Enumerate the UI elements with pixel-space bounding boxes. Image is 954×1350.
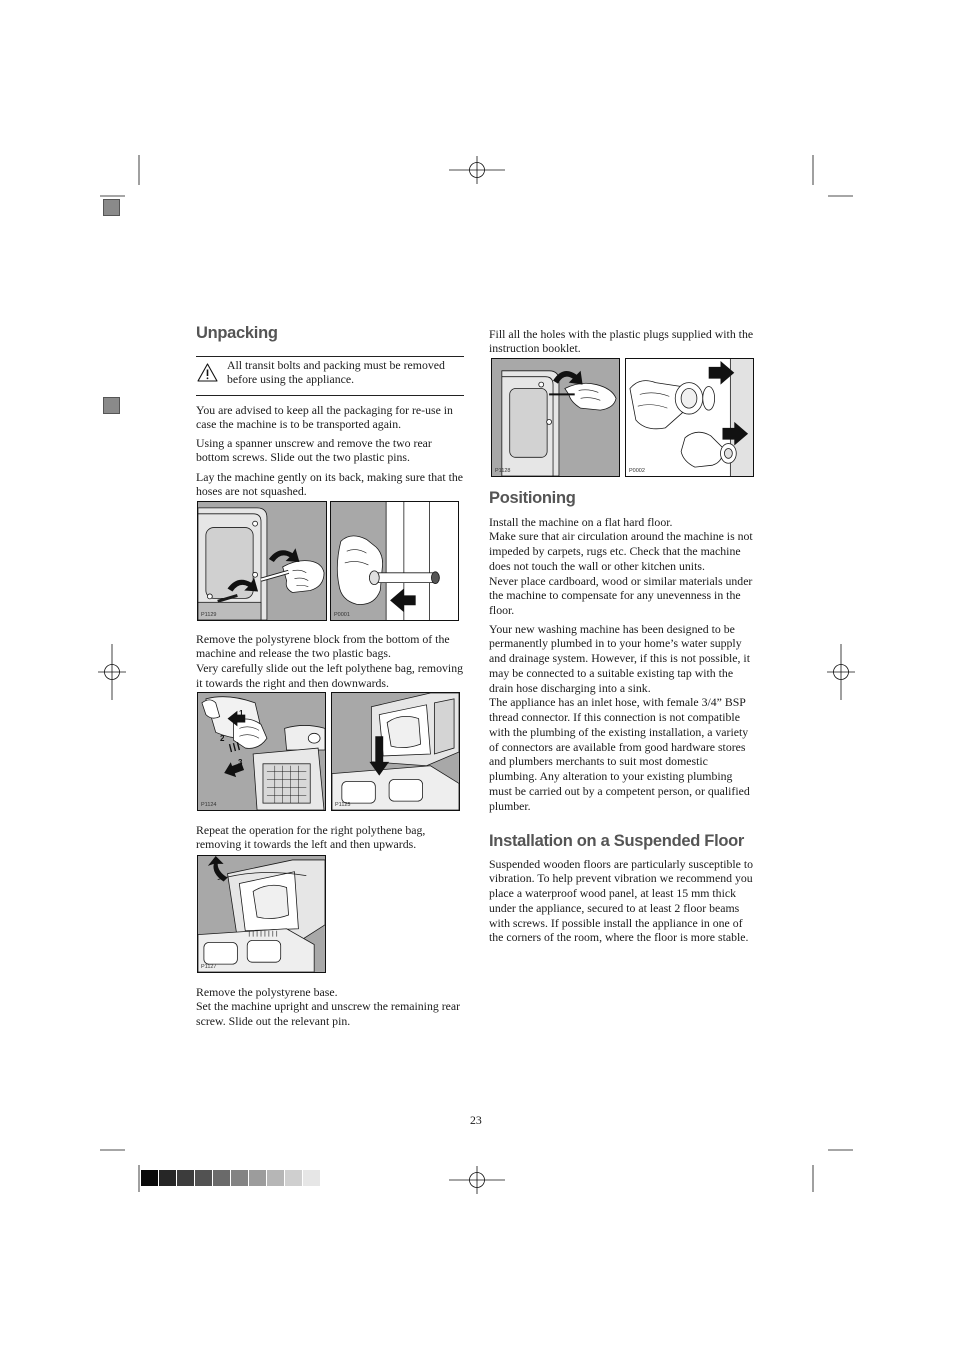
text-line: floor. — [489, 603, 515, 618]
warning-text — [227, 358, 445, 388]
color-bar-swatch — [303, 1170, 320, 1186]
text-line: screw. Slide out the relevant pin. — [196, 1014, 351, 1029]
text-line: with screws. If possible install the appliance in one of — [489, 915, 743, 930]
text-line: Your new washing machine has been designed to be — [489, 621, 735, 636]
paragraph-remove-rear-screws — [196, 436, 432, 466]
text-line: removing it towards the left and then upwards. — [196, 837, 417, 852]
paragraph-remove-polystyrene-block — [196, 632, 463, 691]
figure-remove-left-bag — [197, 692, 326, 811]
figure-code: P1128 — [495, 468, 511, 474]
paragraph-keep-packaging — [196, 403, 453, 433]
figure-code: P1124 — [201, 802, 217, 808]
insert-plugs-illustration — [626, 359, 753, 476]
text-line: Using a spanner unscrew and remove the two rear — [196, 435, 432, 450]
text-line: the machine to compensate for any unevenness in the — [489, 588, 741, 603]
text-line: bottom screws. Slide out the two plastic pins. — [196, 450, 410, 465]
text-line: plumbing. Any alteration to your existing plumbing — [489, 769, 733, 784]
text-line: hoses are not squashed. — [196, 484, 307, 499]
crop-mark-top-left — [100, 155, 139, 196]
text-line: Suspended wooden floors are particularly susceptible to — [489, 856, 754, 871]
registration-mark-bottom — [449, 1166, 505, 1194]
text-line: The appliance has an inlet hose, with female 3/4” BSP — [489, 695, 746, 710]
text-line: does not touch the wall or other kitchen units. — [489, 558, 705, 573]
paragraph-remove-polystyrene-base — [196, 985, 460, 1029]
text-line: and plumbers merchants to suit most domestic — [489, 754, 708, 769]
step-number-3: 3 — [238, 758, 243, 767]
figure-code: P1125 — [335, 802, 351, 808]
figure-slide-bag-down — [331, 692, 460, 811]
paragraph-flat-floor — [489, 515, 753, 618]
slide-bag-down-illustration — [332, 693, 459, 810]
text-line: of connectors are available from good hardware stores — [489, 739, 746, 754]
crop-mark-top-right — [813, 155, 853, 196]
figure-code: P1129 — [201, 612, 217, 618]
slide-out-pin-illustration — [331, 502, 458, 620]
figure-fill-holes-screwdriver — [491, 358, 620, 477]
step-number-2: 2 — [220, 734, 225, 743]
color-bar-swatch — [213, 1170, 230, 1186]
color-bar-swatch — [267, 1170, 284, 1186]
figure-remove-right-bag — [197, 855, 326, 973]
text-line: Very carefully slide out the left polythene bag, removing — [196, 661, 463, 676]
heading-unpacking: Unpacking — [196, 324, 278, 342]
page-number: 23 — [470, 1112, 482, 1127]
warning-triangle-icon — [197, 363, 218, 382]
paragraph-fill-holes — [489, 327, 753, 357]
text-line: Install the machine on a flat hard floor. — [489, 514, 673, 529]
text-line: vibration. To help prevent vibration we recommend you — [489, 871, 753, 886]
text-line: it towards the right and then downwards. — [196, 675, 389, 690]
warning-rule-bottom — [196, 395, 464, 396]
text-line: Set the machine upright and unscrew the remaining rear — [196, 999, 461, 1014]
color-bar-swatch — [249, 1170, 266, 1186]
figure-code: P0001 — [334, 612, 350, 618]
text-line: must be carried out by a competent person, or qualified — [489, 783, 750, 798]
paragraph-suspended-floor — [489, 857, 753, 946]
color-bar-swatch — [231, 1170, 248, 1186]
color-bar-swatch — [159, 1170, 176, 1186]
text-line: All transit bolts and packing must be removed — [227, 357, 445, 372]
color-bar-swatch — [285, 1170, 302, 1186]
heading-positioning: Positioning — [489, 489, 576, 507]
text-line: and drainage system. However, if this is not possible, it — [489, 651, 750, 666]
figure-remove-rear-screws — [197, 501, 327, 621]
text-line: case the machine is to be transported again. — [196, 417, 402, 432]
text-line: Remove the polystyrene base. — [196, 984, 338, 999]
figure-code: P1127 — [201, 964, 217, 970]
remove-right-bag-illustration — [198, 856, 325, 972]
text-line: Make sure that air circulation around the machine is not — [489, 529, 753, 544]
color-bar — [141, 1170, 323, 1186]
text-line: machine and release the two plastic bags. — [196, 646, 391, 661]
registration-mark-top — [449, 156, 505, 184]
fill-holes-illustration — [492, 359, 619, 476]
section-tab-marker — [103, 199, 120, 216]
remove-left-bag-illustration — [198, 693, 325, 810]
crop-mark-bottom-right — [813, 1150, 853, 1192]
text-line: Repeat the operation for the right polythene bag, — [196, 822, 426, 837]
text-line: Remove the polystyrene block from the bottom of the — [196, 631, 450, 646]
figure-code: P0002 — [629, 468, 645, 474]
text-line: thread connector. If this connection is not compatible — [489, 710, 740, 725]
paragraph-lay-machine — [196, 470, 463, 500]
registration-mark-right — [827, 644, 855, 700]
text-line: with the plumbing of the existing installation, a variety — [489, 724, 749, 739]
text-line: instruction booklet. — [489, 341, 581, 356]
crop-mark-bottom-left — [100, 1150, 139, 1192]
color-bar-swatch — [141, 1170, 158, 1186]
text-line: before using the appliance. — [227, 372, 355, 387]
text-line: plumber. — [489, 798, 531, 813]
registration-mark-left — [98, 644, 126, 700]
section-tab-marker — [103, 397, 120, 414]
color-bar-swatch — [177, 1170, 194, 1186]
step-number-1: 1 — [239, 709, 244, 718]
figure-slide-out-pins — [330, 501, 459, 621]
text-line: may be connected to a suitable existing tap with the — [489, 665, 734, 680]
text-line: You are advised to keep all the packaging for re-use in — [196, 402, 453, 417]
machine-rear-screws-illustration — [198, 502, 326, 620]
paragraph-plumbing — [489, 622, 750, 814]
text-line: impeded by carpets, rugs etc. Check that the machine — [489, 544, 741, 559]
text-line: permanently plumbed in to your home’s water supply — [489, 636, 742, 651]
paragraph-right-polythene-bag — [196, 823, 425, 853]
text-line: Fill all the holes with the plastic plugs supplied with the — [489, 326, 754, 341]
heading-suspended-floor: Installation on a Suspended Floor — [489, 832, 745, 850]
color-bar-swatch — [195, 1170, 212, 1186]
text-line: the corners of the room, where the floor is more stable. — [489, 930, 749, 945]
text-line: Lay the machine gently on its back, making sure that the — [196, 469, 463, 484]
text-line: drain hose discharging into a sink. — [489, 680, 651, 695]
text-line: Never place cardboard, wood or similar materials under — [489, 573, 753, 588]
text-line: under the appliance, secured to at least 2 floor beams — [489, 900, 740, 915]
text-line: place a waterproof wood panel, at least 15 mm thick — [489, 886, 736, 901]
figure-insert-plugs — [625, 358, 754, 477]
